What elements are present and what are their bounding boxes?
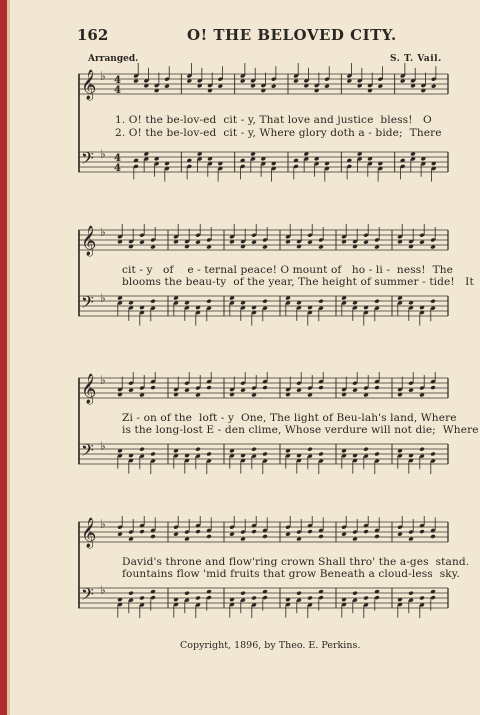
note-head	[307, 596, 313, 601]
note-head	[139, 447, 145, 452]
note-head	[206, 534, 212, 539]
note-head	[318, 452, 324, 457]
note-head	[419, 529, 425, 534]
bass-staff	[78, 291, 448, 326]
note-head	[296, 388, 302, 393]
flat-sign: ♭	[100, 517, 106, 531]
treble-clef: 𝄞	[81, 226, 97, 256]
note-head	[271, 84, 277, 89]
time-signature-top: 4	[114, 153, 121, 164]
red-binding-edge	[0, 0, 7, 715]
flat-sign: ♭	[100, 439, 106, 453]
note-head	[374, 299, 380, 304]
note-head	[128, 591, 134, 596]
note-head	[363, 529, 369, 534]
note-head	[307, 529, 313, 534]
note-head	[173, 532, 179, 537]
verse-1-lyrics: Zi - on of the loft - y One, The light of Beu-lah's land, Where	[122, 412, 457, 424]
note-head	[139, 529, 145, 534]
note-head	[251, 596, 257, 601]
note-head	[229, 532, 235, 537]
note-head	[430, 452, 436, 457]
note-head	[150, 534, 156, 539]
treble-staff	[78, 516, 448, 549]
note-head	[251, 529, 257, 534]
note-head	[195, 596, 201, 601]
flat-sign: ♭	[100, 69, 106, 83]
note-head	[262, 385, 268, 390]
verse-1-lyrics: David's throne and flow'ring crown Shall thro' the a-ges stand.	[122, 556, 470, 568]
note-head	[262, 452, 268, 457]
note-head	[206, 452, 212, 457]
note-head	[195, 529, 201, 534]
note-head	[206, 299, 212, 304]
verse-2-lyrics: 2. O! the be-lov-ed cit - y, Where glory doth a - bide; There	[115, 127, 442, 139]
note-head	[374, 385, 380, 390]
note-head	[150, 452, 156, 457]
note-head	[240, 591, 246, 596]
note-head	[139, 240, 145, 245]
note-head	[307, 447, 313, 452]
verse-2-lyrics: fountains flow 'mid fruits that grow Beneath a cloud-less sky.	[122, 568, 460, 580]
music-system-3	[78, 372, 479, 484]
note-head	[318, 299, 324, 304]
note-head	[150, 385, 156, 390]
note-head	[262, 299, 268, 304]
treble-staff	[78, 372, 448, 405]
note-head	[150, 299, 156, 304]
music-system-2	[78, 224, 474, 336]
note-head	[195, 240, 201, 245]
time-signature-top: 4	[114, 75, 121, 86]
time-signature-bottom: 4	[114, 163, 121, 174]
note-head	[184, 591, 190, 596]
note-head	[363, 447, 369, 452]
note-head	[117, 532, 123, 537]
bass-clef: 𝄢	[81, 584, 94, 608]
bass-clef: 𝄢	[81, 148, 94, 172]
note-head	[352, 591, 358, 596]
bass-clef: 𝄢	[81, 292, 94, 316]
note-head	[324, 84, 330, 89]
note-head	[307, 240, 313, 245]
note-head	[408, 388, 414, 393]
note-head	[164, 84, 170, 89]
bass-staff	[78, 147, 448, 182]
flat-sign: ♭	[100, 583, 106, 597]
hymn-title: O! THE BELOVED CITY.	[187, 26, 397, 44]
note-head	[352, 388, 358, 393]
note-head	[217, 84, 223, 89]
note-head	[363, 240, 369, 245]
note-head	[206, 385, 212, 390]
treble-staff	[78, 63, 448, 101]
copyright-notice: Copyright, 1896, by Theo. E. Perkins.	[180, 640, 361, 651]
flat-sign: ♭	[100, 147, 106, 161]
note-head	[184, 388, 190, 393]
page-number: 162	[77, 26, 109, 44]
note-head	[296, 591, 302, 596]
note-head	[374, 534, 380, 539]
arranger-label: Arranged.	[88, 54, 139, 64]
note-head	[430, 299, 436, 304]
note-head	[195, 447, 201, 452]
note-head	[251, 240, 257, 245]
treble-staff	[78, 224, 448, 257]
note-head	[419, 596, 425, 601]
bass-staff	[78, 583, 448, 618]
music-system-4	[78, 516, 470, 628]
bass-staff	[78, 439, 448, 474]
note-head	[431, 84, 437, 89]
bass-clef: 𝄢	[81, 440, 94, 464]
treble-clef: 𝄞	[81, 518, 97, 548]
treble-clef: 𝄞	[81, 70, 97, 100]
flat-sign: ♭	[100, 291, 106, 305]
note-head	[285, 532, 291, 537]
verse-1-lyrics: 1. O! the be-lov-ed cit - y, That love and justice bless! O	[115, 114, 432, 126]
music-system-1	[78, 62, 450, 194]
note-head	[419, 240, 425, 245]
note-head	[374, 452, 380, 457]
note-head	[397, 532, 403, 537]
composer-credit: S. T. Vail.	[390, 54, 442, 64]
note-head	[318, 534, 324, 539]
verse-2-lyrics: is the long-lost E - den clime, Whose verdure will not die; Where	[122, 424, 479, 436]
note-head	[430, 534, 436, 539]
note-head	[262, 534, 268, 539]
note-head	[408, 591, 414, 596]
flat-sign: ♭	[100, 225, 106, 239]
note-head	[139, 596, 145, 601]
verse-1-lyrics: cit - y of e - ternal peace! O mount of ho - li - ness! The	[122, 264, 454, 276]
note-head	[128, 388, 134, 393]
note-head	[419, 447, 425, 452]
note-head	[363, 596, 369, 601]
time-signature-bottom: 4	[114, 85, 121, 96]
flat-sign: ♭	[100, 373, 106, 387]
verse-2-lyrics: blooms the beau-ty of the year, The height of summer - tide! It	[122, 276, 474, 288]
note-head	[318, 385, 324, 390]
note-head	[377, 84, 383, 89]
note-head	[240, 388, 246, 393]
note-head	[251, 447, 257, 452]
treble-clef: 𝄞	[81, 374, 97, 404]
note-head	[430, 385, 436, 390]
binding-shadow	[7, 0, 10, 715]
note-head	[341, 532, 347, 537]
